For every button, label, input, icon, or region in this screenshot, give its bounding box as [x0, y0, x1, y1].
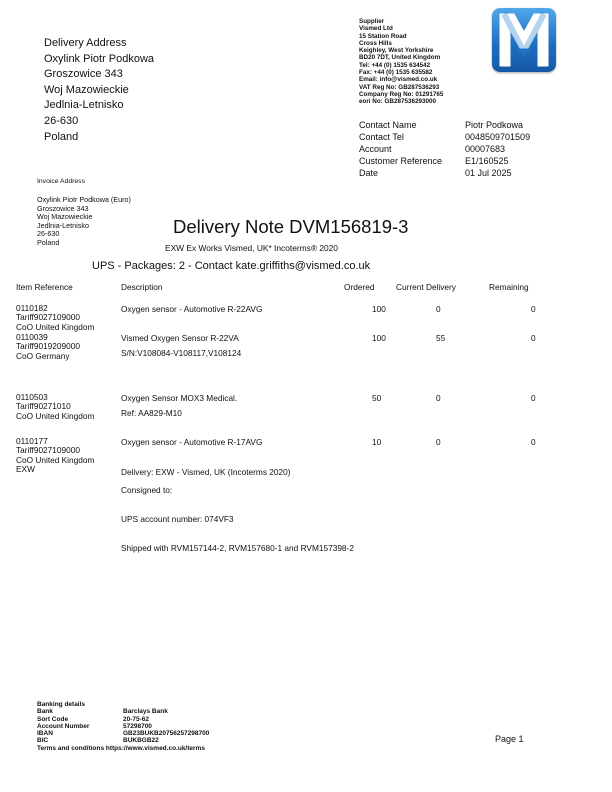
- invoice-address: [37, 196, 131, 248]
- banking-label: Bank: [37, 708, 53, 716]
- supplier-line: BD20 7DT, United Kingdom: [359, 54, 441, 62]
- supplier-line: VAT Reg No: GB287536293: [359, 83, 440, 91]
- delivery-address-line: Poland: [44, 130, 79, 143]
- supplier-line: eori No: GB287536293000: [359, 98, 437, 106]
- banking-row: [37, 730, 209, 737]
- supplier-line: Email: info@vismed.co.uk: [359, 76, 438, 84]
- remaining-qty: 0: [531, 437, 536, 447]
- header-item-reference: Item Reference: [16, 282, 73, 292]
- invoice-address-line: 26-630: [37, 229, 60, 239]
- country-of-origin: CoO Germany: [16, 350, 70, 361]
- supplier-line: Tel: +44 (0) 1535 634542: [359, 61, 431, 69]
- contact-value: 0048509701509: [465, 132, 531, 142]
- contact-label: Customer Reference: [359, 156, 443, 166]
- shipping-terms-code: EXW: [16, 464, 35, 475]
- table-row-ref: [16, 304, 94, 332]
- banking-label: Account Number: [37, 722, 90, 730]
- tariff-code: Tariff9019209000: [16, 341, 80, 352]
- item-description: Oxygen sensor - Automotive R-22AVG: [121, 304, 263, 314]
- current-delivery-qty: 0: [436, 304, 441, 314]
- ordered-qty: 100: [372, 304, 386, 314]
- table-row-ref: [16, 437, 94, 475]
- contact-value: E1/160525: [465, 156, 509, 166]
- ordered-qty: 100: [372, 333, 386, 343]
- current-delivery-qty: 55: [436, 333, 446, 343]
- delivery-address-line: Woj Mazowieckie: [44, 83, 129, 96]
- item-ref-note: Ref: AA829-M10: [121, 408, 182, 418]
- tariff-code: Tariff9027109000: [16, 312, 80, 323]
- banking-label: Sort Code: [37, 715, 69, 723]
- table-row-ref: [16, 393, 94, 421]
- item-reference: 0110182: [16, 303, 48, 313]
- banking-label: BIC: [37, 737, 49, 745]
- contact-label: Account: [359, 144, 392, 154]
- contact-value: 01 Jul 2025: [465, 168, 512, 178]
- banking-value: BUKBGB22: [123, 737, 159, 745]
- delivery-address-line: Groszowice 343: [44, 68, 123, 81]
- delivery-terms-note: Delivery: EXW - Vismed, UK (Incoterms 2020): [121, 467, 291, 477]
- supplier-line: Cross Hills: [359, 39, 392, 47]
- tariff-code: Tariff9027109000: [16, 445, 80, 456]
- contact-label: Contact Name: [359, 120, 417, 130]
- invoice-address-heading: Invoice Address: [37, 178, 85, 185]
- contact-value: Piotr Podkowa: [465, 120, 524, 130]
- ordered-qty: 10: [372, 437, 382, 447]
- current-delivery-qty: 0: [436, 437, 441, 447]
- item-description: Oxygen Sensor MOX3 Medical.: [121, 393, 238, 403]
- consigned-to-note: Consigned to:: [121, 485, 173, 495]
- item-serials: S/N:V108084-V108117,V108124: [121, 348, 242, 358]
- banking-value: 20-75-62: [123, 715, 150, 723]
- banking-row: [37, 723, 209, 730]
- invoice-address-line: Woj Mazowieckie: [37, 212, 93, 222]
- delivery-address-line: Jedlnia-Letnisko: [44, 99, 124, 112]
- document-title: Delivery Note DVM156819-3: [173, 216, 409, 237]
- contact-value: 00007683: [465, 144, 506, 154]
- banking-value: 57298700: [123, 722, 152, 730]
- vismed-logo: [492, 8, 556, 72]
- ordered-qty: 50: [372, 393, 382, 403]
- country-of-origin: CoO United Kingdom: [16, 321, 95, 332]
- vismed-logo-mark-icon: [492, 8, 556, 72]
- incoterms-line: EXW Ex Works Vismed, UK* Incoterms® 2020: [165, 243, 338, 253]
- country-of-origin: CoO United Kingdom: [16, 454, 95, 465]
- item-description: Oxygen sensor - Automotive R-17AVG: [121, 437, 263, 447]
- banking-heading: Banking details: [37, 701, 86, 708]
- page-number: Page 1: [495, 734, 524, 744]
- table-row-ref: [16, 333, 80, 361]
- item-description: Vismed Oxygen Sensor R-22VA: [121, 333, 239, 343]
- header-description: Description: [121, 282, 163, 292]
- shipped-with-note: Shipped with RVM157144-2, RVM157680-1 and RVM157398-2: [121, 543, 354, 553]
- supplier-line: Fax: +44 (0) 1535 635582: [359, 69, 433, 77]
- supplier-block: [359, 18, 443, 106]
- item-reference: 0110039: [16, 332, 48, 342]
- shipping-line: UPS - Packages: 2 - Contact kate.griffiths@vismed.co.uk: [92, 260, 371, 272]
- remaining-qty: 0: [531, 333, 536, 343]
- invoice-address-line: Oxylink Piotr Podkowa (Euro): [37, 195, 131, 204]
- delivery-address-heading: Delivery Address: [44, 37, 127, 49]
- remaining-qty: 0: [531, 304, 536, 314]
- invoice-address-line: Groszowice 343: [37, 203, 89, 213]
- banking-row: [37, 708, 209, 715]
- contact-label: Date: [359, 168, 379, 178]
- item-reference: 0110503: [16, 392, 48, 402]
- country-of-origin: CoO United Kingdom: [16, 410, 95, 421]
- header-ordered: Ordered: [344, 282, 375, 292]
- banking-details: [37, 701, 209, 752]
- terms-link[interactable]: Terms and conditions https://www.vismed.co.uk/terms: [37, 744, 205, 752]
- current-delivery-qty: 0: [436, 393, 441, 403]
- invoice-address-line: Jedlnia-Letnisko: [37, 220, 89, 230]
- banking-row: [37, 737, 209, 744]
- supplier-line: Vismed Ltd: [359, 25, 393, 33]
- supplier-line: 15 Station Road: [359, 32, 407, 40]
- supplier-heading: Supplier: [359, 18, 385, 25]
- delivery-address: [44, 36, 154, 145]
- header-current-delivery: Current Delivery: [396, 282, 456, 292]
- banking-row: [37, 716, 209, 723]
- supplier-line: Company Reg No: 01291765: [359, 90, 444, 98]
- banking-value: Barclays Bank: [123, 708, 168, 716]
- item-reference: 0110177: [16, 436, 48, 446]
- header-remaining: Remaining: [489, 282, 529, 292]
- tariff-code: Tariff90271010: [16, 401, 71, 412]
- delivery-address-line: 26-630: [44, 114, 79, 127]
- invoice-address-line: Poland: [37, 237, 60, 247]
- banking-label: IBAN: [37, 730, 53, 738]
- remaining-qty: 0: [531, 393, 536, 403]
- banking-value: GB23BUKB20756257298700: [123, 730, 210, 738]
- delivery-address-line: Oxylink Piotr Podkowa: [44, 52, 155, 65]
- supplier-line: Keighley, West Yorkshire: [359, 47, 434, 55]
- contact-label: Contact Tel: [359, 132, 404, 142]
- ups-account-note: UPS account number: 074VF3: [121, 514, 234, 524]
